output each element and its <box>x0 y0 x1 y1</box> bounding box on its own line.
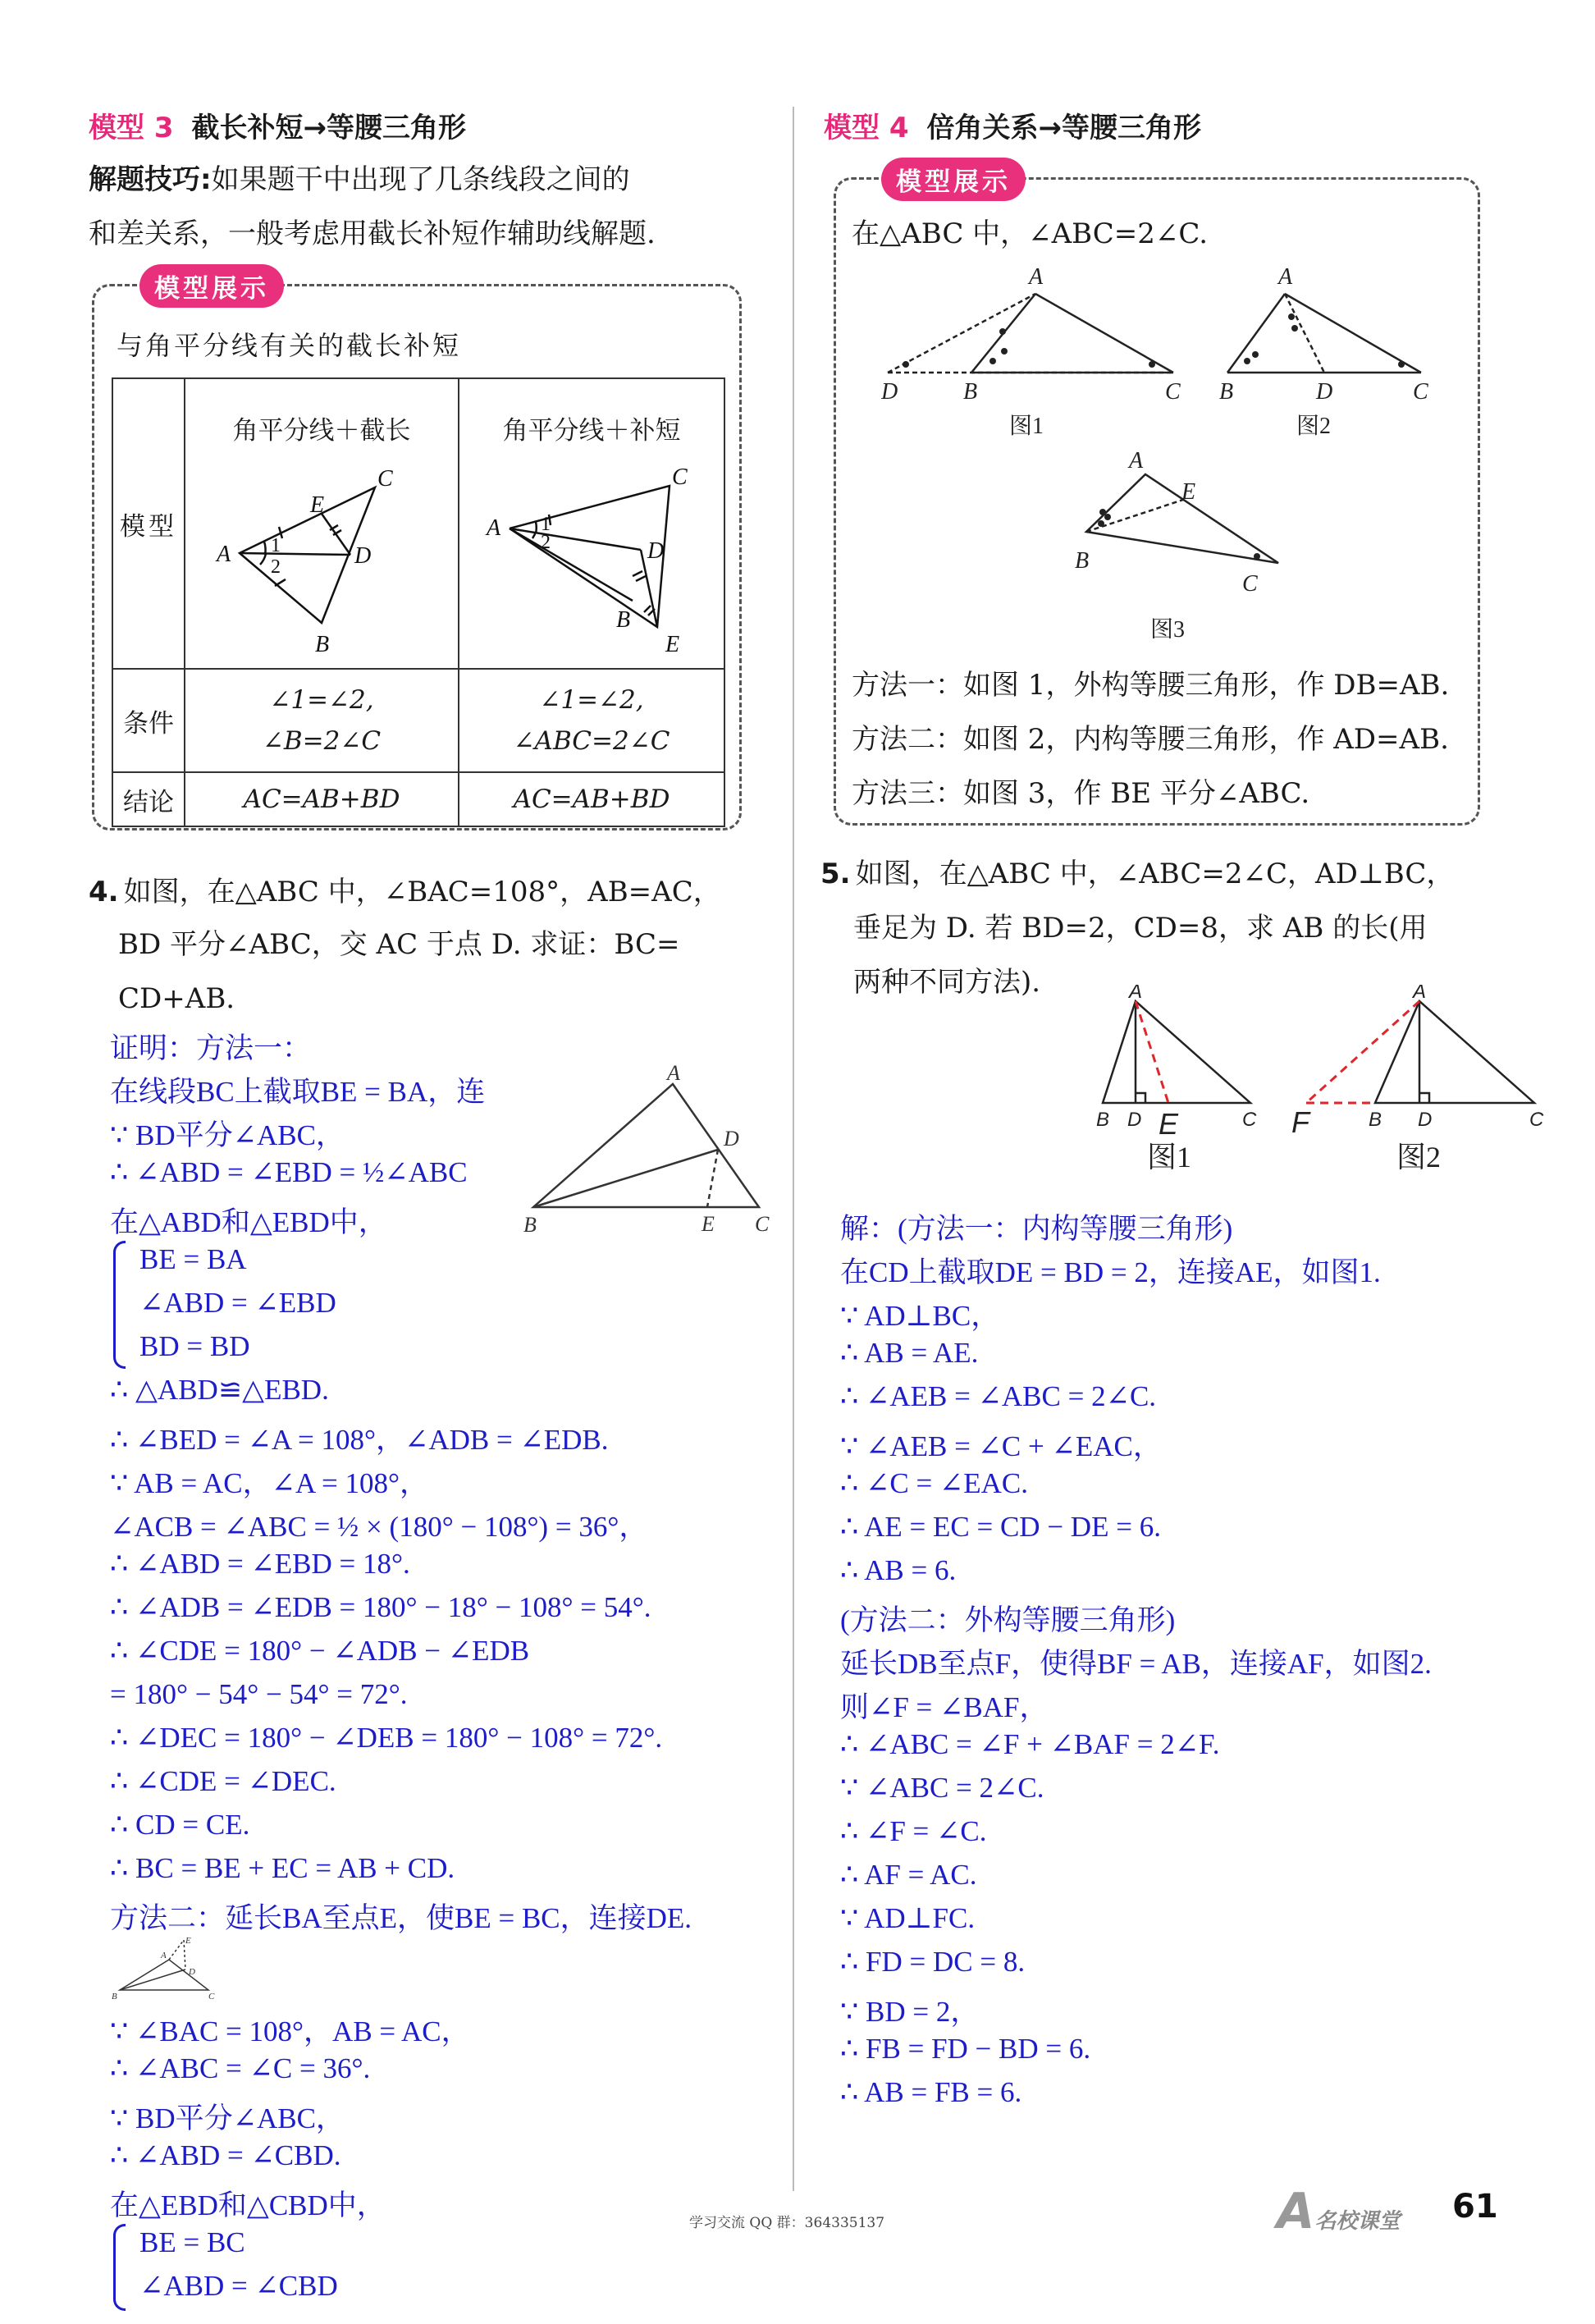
solution-line: ∴ ∠AEB = ∠ABC = 2∠C. <box>840 1380 1157 1412</box>
solution-line: ∴ AB = FB = 6. <box>840 2076 1022 2108</box>
solution-line: ∴ ∠F = ∠C. <box>840 1815 987 1847</box>
fig1-label-C: C <box>377 466 393 492</box>
q4-fig-C: C <box>755 1212 770 1236</box>
cond2-b: ∠ABC=2∠C <box>513 726 670 756</box>
proof-line: 在△ABD和△EBD中， <box>110 1206 387 1238</box>
row-concl-label: 结论 <box>112 772 185 826</box>
q5fig2-B: B <box>1369 1109 1382 1131</box>
proof-line: ∠ABD = ∠EBD <box>139 1287 336 1319</box>
proof-line: ∴ △ABD≌△EBD. <box>110 1374 329 1406</box>
m4fig2-C: C <box>1413 379 1428 405</box>
solution-line: (方法二：外构等腰三角形) <box>840 1604 1176 1636</box>
solution-line: ∵ ∠ABC = 2∠C. <box>840 1772 1044 1804</box>
col1-cell <box>185 378 459 669</box>
q4-fig-E: E <box>702 1212 715 1236</box>
q4-line1 <box>89 865 721 919</box>
solution-line: ∵ BD = 2， <box>840 1996 980 2028</box>
model3-tag: 模型 3 <box>89 112 174 144</box>
model3-title: 截长补短→等腰三角形 <box>191 112 466 144</box>
fig1-label-E: E <box>310 492 325 518</box>
q4-small-figure <box>112 1937 218 2002</box>
cond1-cell <box>185 669 459 772</box>
q4-fig-B: B <box>523 1213 537 1237</box>
solution-line: 则∠F = ∠BAF， <box>840 1691 1049 1723</box>
col2-header: 角平分线＋补短 <box>502 416 681 446</box>
q4-number: 4. <box>89 876 119 908</box>
fig1-angle1: 1 <box>271 535 281 556</box>
proof-line: ∴ ∠DEC = 180° − ∠DEB = 180° − 108° = 72°. <box>110 1722 663 1754</box>
row-model-label: 模型 <box>112 378 185 669</box>
proof-line: 方法二：延长BA至点E，使BE = BC，连接DE. <box>110 1902 692 1934</box>
proof-line: ∴ ∠CDE = ∠DEC. <box>110 1765 336 1797</box>
fig1-label-B: B <box>315 632 330 657</box>
q4-line2: BD 平分∠ABC，交 AC 于点 D. 求证：BC= <box>118 928 680 961</box>
tip-label: 解题技巧: <box>89 163 212 196</box>
cond2-cell <box>459 669 724 772</box>
m4fig3-caption: 图3 <box>1150 617 1186 638</box>
solution-line: 在CD上截取DE = BD = 2，连接AE，如图1. <box>840 1256 1381 1288</box>
proof-line: = 180° − 54° − 54° = 72°. <box>110 1678 408 1710</box>
fig2-label-A: A <box>487 515 501 541</box>
proof-line: ∴ CD = CE. <box>110 1809 250 1841</box>
proof-line: ∴ ∠ABC = ∠C = 36°. <box>110 2052 371 2084</box>
solution-line: ∴ ∠C = ∠EAC. <box>840 1467 1029 1499</box>
m4fig2-D: D <box>1316 379 1333 405</box>
q4-figure <box>517 1064 779 1244</box>
proof-line: ∴ ∠ABD = ∠EBD = 18°. <box>110 1548 410 1580</box>
q5fig2-D: D <box>1418 1109 1433 1131</box>
q4-small-D: D <box>189 1967 195 1977</box>
m4fig1-C: C <box>1165 379 1181 405</box>
cond2-a: ∠1=∠2, <box>539 685 644 715</box>
col1-header: 角平分线＋截长 <box>232 416 411 446</box>
brand-logo: A名校课堂 <box>1277 2183 1401 2240</box>
model4-intro: 在△ABC 中，∠ABC=2∠C. <box>852 217 1209 250</box>
model4-title: 倍角关系→等腰三角形 <box>926 112 1201 144</box>
proof-line: BE = BC <box>139 2226 245 2258</box>
proof-line: 证明：方法一： <box>110 1032 312 1064</box>
q5fig2-caption: 图2 <box>1396 1141 1442 1173</box>
row-cond-label: 条件 <box>112 669 185 772</box>
q5fig1-caption: 图1 <box>1147 1141 1192 1173</box>
m4fig1-D: D <box>881 379 898 405</box>
fig1-angle2: 2 <box>271 556 281 578</box>
proof-line: ∴ ∠BED = ∠A = 108°，∠ADB = ∠EDB. <box>110 1424 609 1456</box>
proof-line: ∴ ∠ABD = ∠CBD. <box>110 2139 341 2171</box>
m4fig2-caption: 图2 <box>1296 414 1332 439</box>
cond1-a: ∠1=∠2, <box>269 685 374 715</box>
q4-text1: 如图，在△ABC 中，∠BAC=108°，AB=AC， <box>123 876 721 908</box>
fig2-label-B: B <box>616 607 631 633</box>
q4-small-B: B <box>112 1992 117 2001</box>
m4fig3-A: A <box>1129 448 1144 473</box>
model4-method3: 方法三：如图 3，作 BE 平分∠ABC. <box>852 777 1310 810</box>
solution-line: ∵ AD⊥FC. <box>840 1902 976 1934</box>
solution-line: ∴ AF = AC. <box>840 1859 977 1891</box>
proof-line: ∵ AB = AC，∠A = 108°， <box>110 1467 429 1499</box>
trunc-figure <box>199 446 445 660</box>
q5fig1-A: A <box>1129 985 1143 1003</box>
model4-figures <box>881 261 1439 638</box>
q5fig1-B: B <box>1096 1109 1110 1131</box>
q4-fig-D: D <box>724 1127 739 1151</box>
model3-heading <box>89 105 466 145</box>
q4-line3: CD+AB. <box>118 982 235 1015</box>
model4-pill: 模型展示 <box>881 158 1026 201</box>
proof-line: ∴ ∠CDE = 180° − ∠ADB − ∠EDB <box>110 1635 530 1667</box>
q5-line1 <box>820 847 1454 901</box>
brand-text: 名校课堂 <box>1314 2209 1401 2234</box>
solution-line: ∵ AD⊥BC， <box>840 1300 1000 1332</box>
m4fig3-B: B <box>1075 548 1090 574</box>
m4fig3-E: E <box>1181 479 1196 505</box>
q5-figures <box>1095 985 1554 1182</box>
solution-line: ∴ AB = 6. <box>840 1554 957 1586</box>
solution-line: ∴ AE = EC = CD − DE = 6. <box>840 1511 1161 1543</box>
page-number: 61 <box>1452 2188 1498 2226</box>
cond1-b: ∠B=2∠C <box>262 726 382 756</box>
model3-pill: 模型展示 <box>139 264 284 308</box>
column-divider <box>793 107 794 2191</box>
brace <box>113 2224 126 2311</box>
solution-line: ∴ ∠ABC = ∠F + ∠BAF = 2∠F. <box>840 1728 1220 1760</box>
q4-small-E: E <box>185 1937 191 1946</box>
proof-line: ∴ BC = BE + EC = AB + CD. <box>110 1852 455 1884</box>
concl1-cell: AC=AB+BD <box>185 772 459 826</box>
solution-line: ∴ FB = FD − BD = 6. <box>840 2033 1091 2065</box>
solution-line: 解：(方法一：内构等腰三角形) <box>840 1213 1233 1245</box>
solution-line: ∴ AB = AE. <box>840 1337 979 1369</box>
q5fig1-C: C <box>1242 1109 1257 1131</box>
fig2-label-D: D <box>647 538 665 564</box>
proof-line: 在线段BC上截取BE = BA，连 <box>110 1076 486 1108</box>
q5fig2-C: C <box>1529 1109 1544 1131</box>
supplement-figure <box>468 446 715 660</box>
fig1-label-A: A <box>217 542 231 567</box>
model4-heading <box>824 105 1201 145</box>
model4-method1: 方法一：如图 1，外构等腰三角形，作 DB=AB. <box>852 669 1450 702</box>
proof-line: ∠ACB = ∠ABC = ½ × (180° − 108°) = 36°， <box>110 1511 648 1543</box>
q5fig1-D: D <box>1127 1109 1142 1131</box>
q5-number: 5. <box>820 858 851 890</box>
proof-line: ∵ ∠BAC = 108°，AB = AC， <box>110 2015 470 2047</box>
q5fig1-E: E <box>1159 1107 1179 1141</box>
model4-method2: 方法二：如图 2，内构等腰三角形，作 AD=AB. <box>852 723 1449 756</box>
fig1-label-D: D <box>354 543 372 569</box>
tip-line1: 如果题干中出现了几条线段之间的 <box>211 163 630 196</box>
fig2-angle2: 2 <box>541 532 551 553</box>
q5-line2: 垂足为 D. 若 BD=2，CD=8，求 AB 的长(用 <box>853 912 1428 945</box>
q4-fig-A: A <box>667 1064 680 1085</box>
proof-line: ∵ BD平分∠ABC， <box>110 1119 345 1151</box>
m4fig1-caption: 图1 <box>1009 414 1044 439</box>
model3-tip <box>89 153 630 207</box>
proof-line: ∴ ∠ADB = ∠EDB = 180° − 18° − 108° = 54°. <box>110 1591 651 1623</box>
fig2-label-E: E <box>665 632 680 657</box>
tip-line2: 和差关系，一般考虑用截长补短作辅助线解题. <box>89 217 656 250</box>
m4fig1-B: B <box>963 379 978 405</box>
proof-line: BD = BD <box>139 1330 250 1362</box>
m4fig2-B: B <box>1219 379 1234 405</box>
fig2-angle1: 1 <box>541 514 551 535</box>
concl2-cell: AC=AB+BD <box>459 772 724 826</box>
model4-tag: 模型 4 <box>824 112 909 144</box>
solution-line: 延长DB至点F，使得BF = AB，连接AF，如图2. <box>840 1648 1432 1680</box>
brace <box>113 1241 126 1369</box>
q5-line3: 两种不同方法). <box>853 966 1041 999</box>
m4fig2-A: A <box>1278 264 1293 290</box>
proof-line: 在△EBD和△CBD中， <box>110 2189 386 2221</box>
solution-line: ∴ FD = DC = 8. <box>840 1946 1026 1978</box>
proof-line: ∵ BD平分∠ABC， <box>110 2102 345 2134</box>
m4fig3-C: C <box>1242 571 1258 597</box>
fig2-label-C: C <box>672 464 688 490</box>
proof-line: ∠ABD = ∠CBD <box>139 2270 338 2302</box>
proof-line: BE = BA <box>139 1243 247 1275</box>
solution-line: ∵ ∠AEB = ∠C + ∠EAC， <box>840 1430 1162 1462</box>
model3-table <box>112 377 725 827</box>
q4-small-A: A <box>161 1951 167 1960</box>
q5fig2-A: A <box>1413 985 1427 1003</box>
m4fig1-A: A <box>1029 264 1044 290</box>
box-subtitle: 与角平分线有关的截长补短 <box>117 330 462 361</box>
q4-small-C: C <box>208 1992 215 2001</box>
proof-line: ∴ ∠ABD = ∠EBD = ½∠ABC <box>110 1156 468 1188</box>
q5-text1: 如图，在△ABC 中，∠ABC=2∠C，AD⊥BC， <box>855 858 1455 890</box>
q5fig2-F: F <box>1291 1105 1309 1139</box>
footer-qq: 学习交流 QQ 群：364335137 <box>689 2215 885 2231</box>
col2-cell <box>459 378 724 669</box>
